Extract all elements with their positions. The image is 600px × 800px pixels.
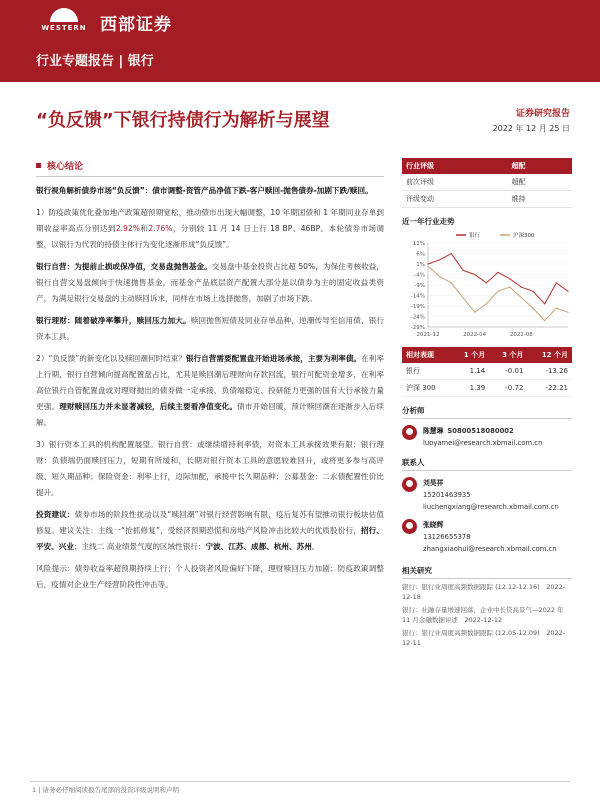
advice-text-e: 。 [311,542,320,551]
para-bank-proprietary-lead: 银行自营：为提前止损或保净值，交易盘抛售基金。 [36,262,212,271]
perf-cell: 沪深 300 [402,380,451,397]
paragraph-bank-proprietary [36,259,384,307]
y-tick-label: -9% [414,283,425,289]
rating-header-row [402,158,572,174]
paragraph-1 [36,205,384,253]
contact-email[interactable]: liuchengxiang@research.xbmail.com.cn [423,503,559,511]
data-point [462,297,463,298]
perf-row [402,363,572,380]
data-point [497,291,498,292]
investment-advice-label: 投资建议： [36,510,75,519]
perf-header-cell: 相对表现 [402,347,451,363]
paragraph-summary: 银行视角解析债券市场“负反馈”：债市调整-资管产品净值下跌-客户赎回-抛售债券-加剧下跌/赎回。 [36,186,373,195]
para2-bold-b: 银行自营需要配置盘开始进场承接，主要为利率债。 [185,354,362,363]
x-tick-label: 2022-08 [509,332,533,338]
trend-chart-svg [402,229,572,341]
advice-banks-joint-stock: 招行、平安、兴业 [36,526,385,551]
para1-text-a: 1）防疫政策优化叠加地产政策超预期宽松，推动债市出现大幅调整，10 年期国债和 1 年期同业存单到期收益率高点分别达到 [36,208,384,233]
x-tick-label: 2022-04 [463,332,487,338]
legend-label: 银行 [469,233,481,239]
avatar [402,425,417,440]
data-point [532,308,533,309]
page-footer: 1 | 请务必仔细阅读报告尾部的投资评级说明和声明 [32,786,179,794]
paragraph-risk: 风险提示：债券收益率超预期持续上行；个人投资者风险偏好下降，理财赎回压力加剧；防疫政策调整后，疫情对企业生产经营阶段性冲击等。 [36,564,384,589]
data-point [521,297,522,298]
paragraph-3: 3）银行资本工具的机构配置展望。银行自营：或继续增持利率债，对资本工具承接效果有限；银行理财：负债端仍面赎回压力，短期有所缓和，长期对银行资本工具的意愿较难回升，或将更多参与高评级、短久期品种；保险资金：利率上行，边际加配，承接中长久期品种；公募基金：二永债配置性价比提升。 [36,440,384,497]
contact-phone: 13126655378 [423,533,471,541]
core-conclusion-heading [36,158,384,172]
advice-text-a: 债券市场的阶段性扰动以及“赎回潮”对银行经营影响有限，疫后复苏有望推动银行板块估值修复。建议关注：主线一“抢抓修复”，受经济预期恐慌和房地产风险冲击比较大的优质股份行， [36,510,384,535]
main-content [36,158,384,599]
analyst-info [423,425,542,449]
perf-cell: 银行 [402,363,451,380]
perf-header-cell: 12 个月 [527,347,572,363]
company-logo [36,8,92,38]
perf-cell: 1.14 [451,363,489,380]
report-type-label: 证券研究报告 [515,109,570,119]
report-date: 2022 年 12 月 25 日 [492,124,570,133]
rating-header-value: 超配 [508,158,572,174]
relative-performance-table [402,347,572,397]
para2-bold-d: 理财赎回压力并未显著减轻，后续主要看净值变化。 [59,402,238,411]
analyst-email[interactable]: luoyamei@research.xbmail.com.cn [423,439,543,447]
chart-title: 近一年行业走势 [402,217,455,226]
y-tick-label: -14% [410,293,425,300]
y-tick-label: -19% [410,304,425,310]
section-bullet-icon [36,163,41,168]
perf-cell: -13.26 [527,363,572,380]
sidebar [402,158,572,648]
y-tick-label: 6% [416,251,425,258]
data-point [509,278,510,279]
y-tick-label: -4% [414,272,425,279]
paragraph-wealth-mgmt [36,313,384,345]
contact-name: 刘昊祥 [423,479,444,487]
data-point [451,253,452,254]
data-point [532,291,533,292]
footer-divider [30,781,570,782]
data-point [521,287,522,288]
logo-text: WESTERN [41,24,87,32]
advice-banks-regional: 宁波、江苏、成都、杭州、苏州 [205,542,312,551]
rating-row [402,174,572,191]
contact-phone: 15201463935 [423,491,471,499]
perf-cell: -0.72 [489,380,527,397]
report-title: “负反馈”下银行持债行为解析与展望 [36,110,330,131]
data-point [474,274,475,275]
data-point [567,291,568,292]
data-point [439,259,440,260]
brand-name: 西部证券 [100,15,172,35]
perf-cell: 1.39 [451,380,489,397]
section-title: 核心结论 [47,161,84,172]
analyst-card [402,425,572,449]
data-point [462,270,463,271]
analyst-name: 陈慧琳 [423,427,444,435]
y-tick-label: 1% [416,262,425,268]
perf-cell: -22.21 [527,380,572,397]
para1-text-c: ，分别较 11 月 14 日上行 18 BP、46BP。本轮债券市场调整，以银行为代表的持债主体行为变化逐渐形成“负反馈”。 [36,224,385,249]
analyst-cert: S0800518080002 [447,427,514,435]
x-tick-label: 2021-12 [416,332,440,338]
advice-text-c: ；主线二 高业绩景气度的区域性银行： [73,542,206,551]
contact-info [423,477,559,513]
data-point [544,320,545,321]
data-point [439,276,440,277]
rating-header-label: 行业评级 [402,158,508,174]
rating-cell: 超配 [508,174,572,191]
industry-trend-chart [402,229,572,341]
avatar [402,519,417,534]
report-header-band [0,0,600,82]
rating-table [402,158,572,208]
rating-row [402,191,572,208]
para2-text-e: 债市开始回暖，预计赎回潮在逐渐步入后续解。 [36,402,385,427]
data-point [486,303,487,304]
yield-1y-value: 2.76% [148,224,173,233]
para-bank-proprietary-body: 交易盘中基金投资占比超 50%，为保住考核收益，银行自营交易盘倾向于快速抛售基金，而基金产品底层资产配置大部分是以债券为主的固定收益类资产，为满足银行交易盘的主动赎回诉求，同样在市场上选择抛售，加剧了市场下跌。 [36,262,384,303]
logo-mark-icon [50,8,78,22]
paragraph-investment-advice [36,507,384,555]
contact-card [402,477,572,513]
data-point [509,287,510,288]
avatar [402,477,417,492]
related-research-heading: 相关研究 [402,565,572,579]
analyst-heading: 分析师 [402,405,572,419]
data-point [486,282,487,283]
perf-header-row [402,347,572,363]
yield-10y-value: 2.92% [115,224,140,233]
data-point [427,263,428,264]
data-point [427,266,428,267]
data-point [451,282,452,283]
rating-cell: 维持 [508,191,572,208]
contact-card [402,519,572,555]
data-point [497,272,498,273]
para2-text-c: 在利率上行期，银行自营倾向提高配置盘占比，尤其是赎回潮后理财向存款回流，银行可配资金增多，在利率高位银行自管配置盘或对理财抛出的债券做一定承接，负债端稳定、投研能力更强的国有大行承接力量更强。 [36,354,385,411]
related-report[interactable]: 银行：银行业周度高频数据跟踪 (12.12-12.16) 2022-12-18 [402,583,566,601]
para1-text-b: 和 [139,224,149,233]
report-category: 行业专题报告 | 银行 [36,54,154,69]
y-tick-label: 11% [412,241,425,247]
legend-label: 沪深300 [513,233,535,239]
related-report[interactable]: 银行：银行业周度高频数据跟踪 (12.05-12.09) 2022-12-11 [402,629,566,647]
perf-row [402,380,572,397]
para2-text-a: 2）“负反馈”的新变化以及赎回潮何时结束？ [36,354,186,363]
series-line-bank [428,254,568,304]
related-report[interactable]: 银行：社融存量增速回落，企业中长贷高景气—2022 年 11 月金融数据评述 2022-12-12 [402,606,564,624]
para-wealth-lead: 银行理财：随着破净率攀升，赎回压力加大。 [36,316,191,325]
rating-cell: 前次评级 [402,174,508,191]
section-divider [36,176,384,177]
contact-email[interactable]: zhangxiaohui@research.xbmail.com.cn [423,545,557,553]
y-tick-label: -29% [410,325,425,331]
contact-name: 张晓辉 [423,521,444,529]
contact-heading: 联系人 [402,457,572,471]
contact-info [423,519,557,555]
data-point [556,308,557,309]
data-point [544,303,545,304]
para-wealth-body: 赎回抛售短债及同业存单品种，逆潮传导至信用债、银行资本工具。 [36,316,385,341]
perf-header-cell: 3 个月 [489,347,527,363]
perf-header-cell: 1 个月 [451,347,489,363]
data-point [474,312,475,313]
data-point [567,312,568,313]
paragraph-2 [36,351,384,431]
data-point [556,282,557,283]
perf-cell: -0.01 [489,363,527,380]
y-tick-label: -24% [410,314,425,321]
rating-cell: 评级变动 [402,191,508,208]
